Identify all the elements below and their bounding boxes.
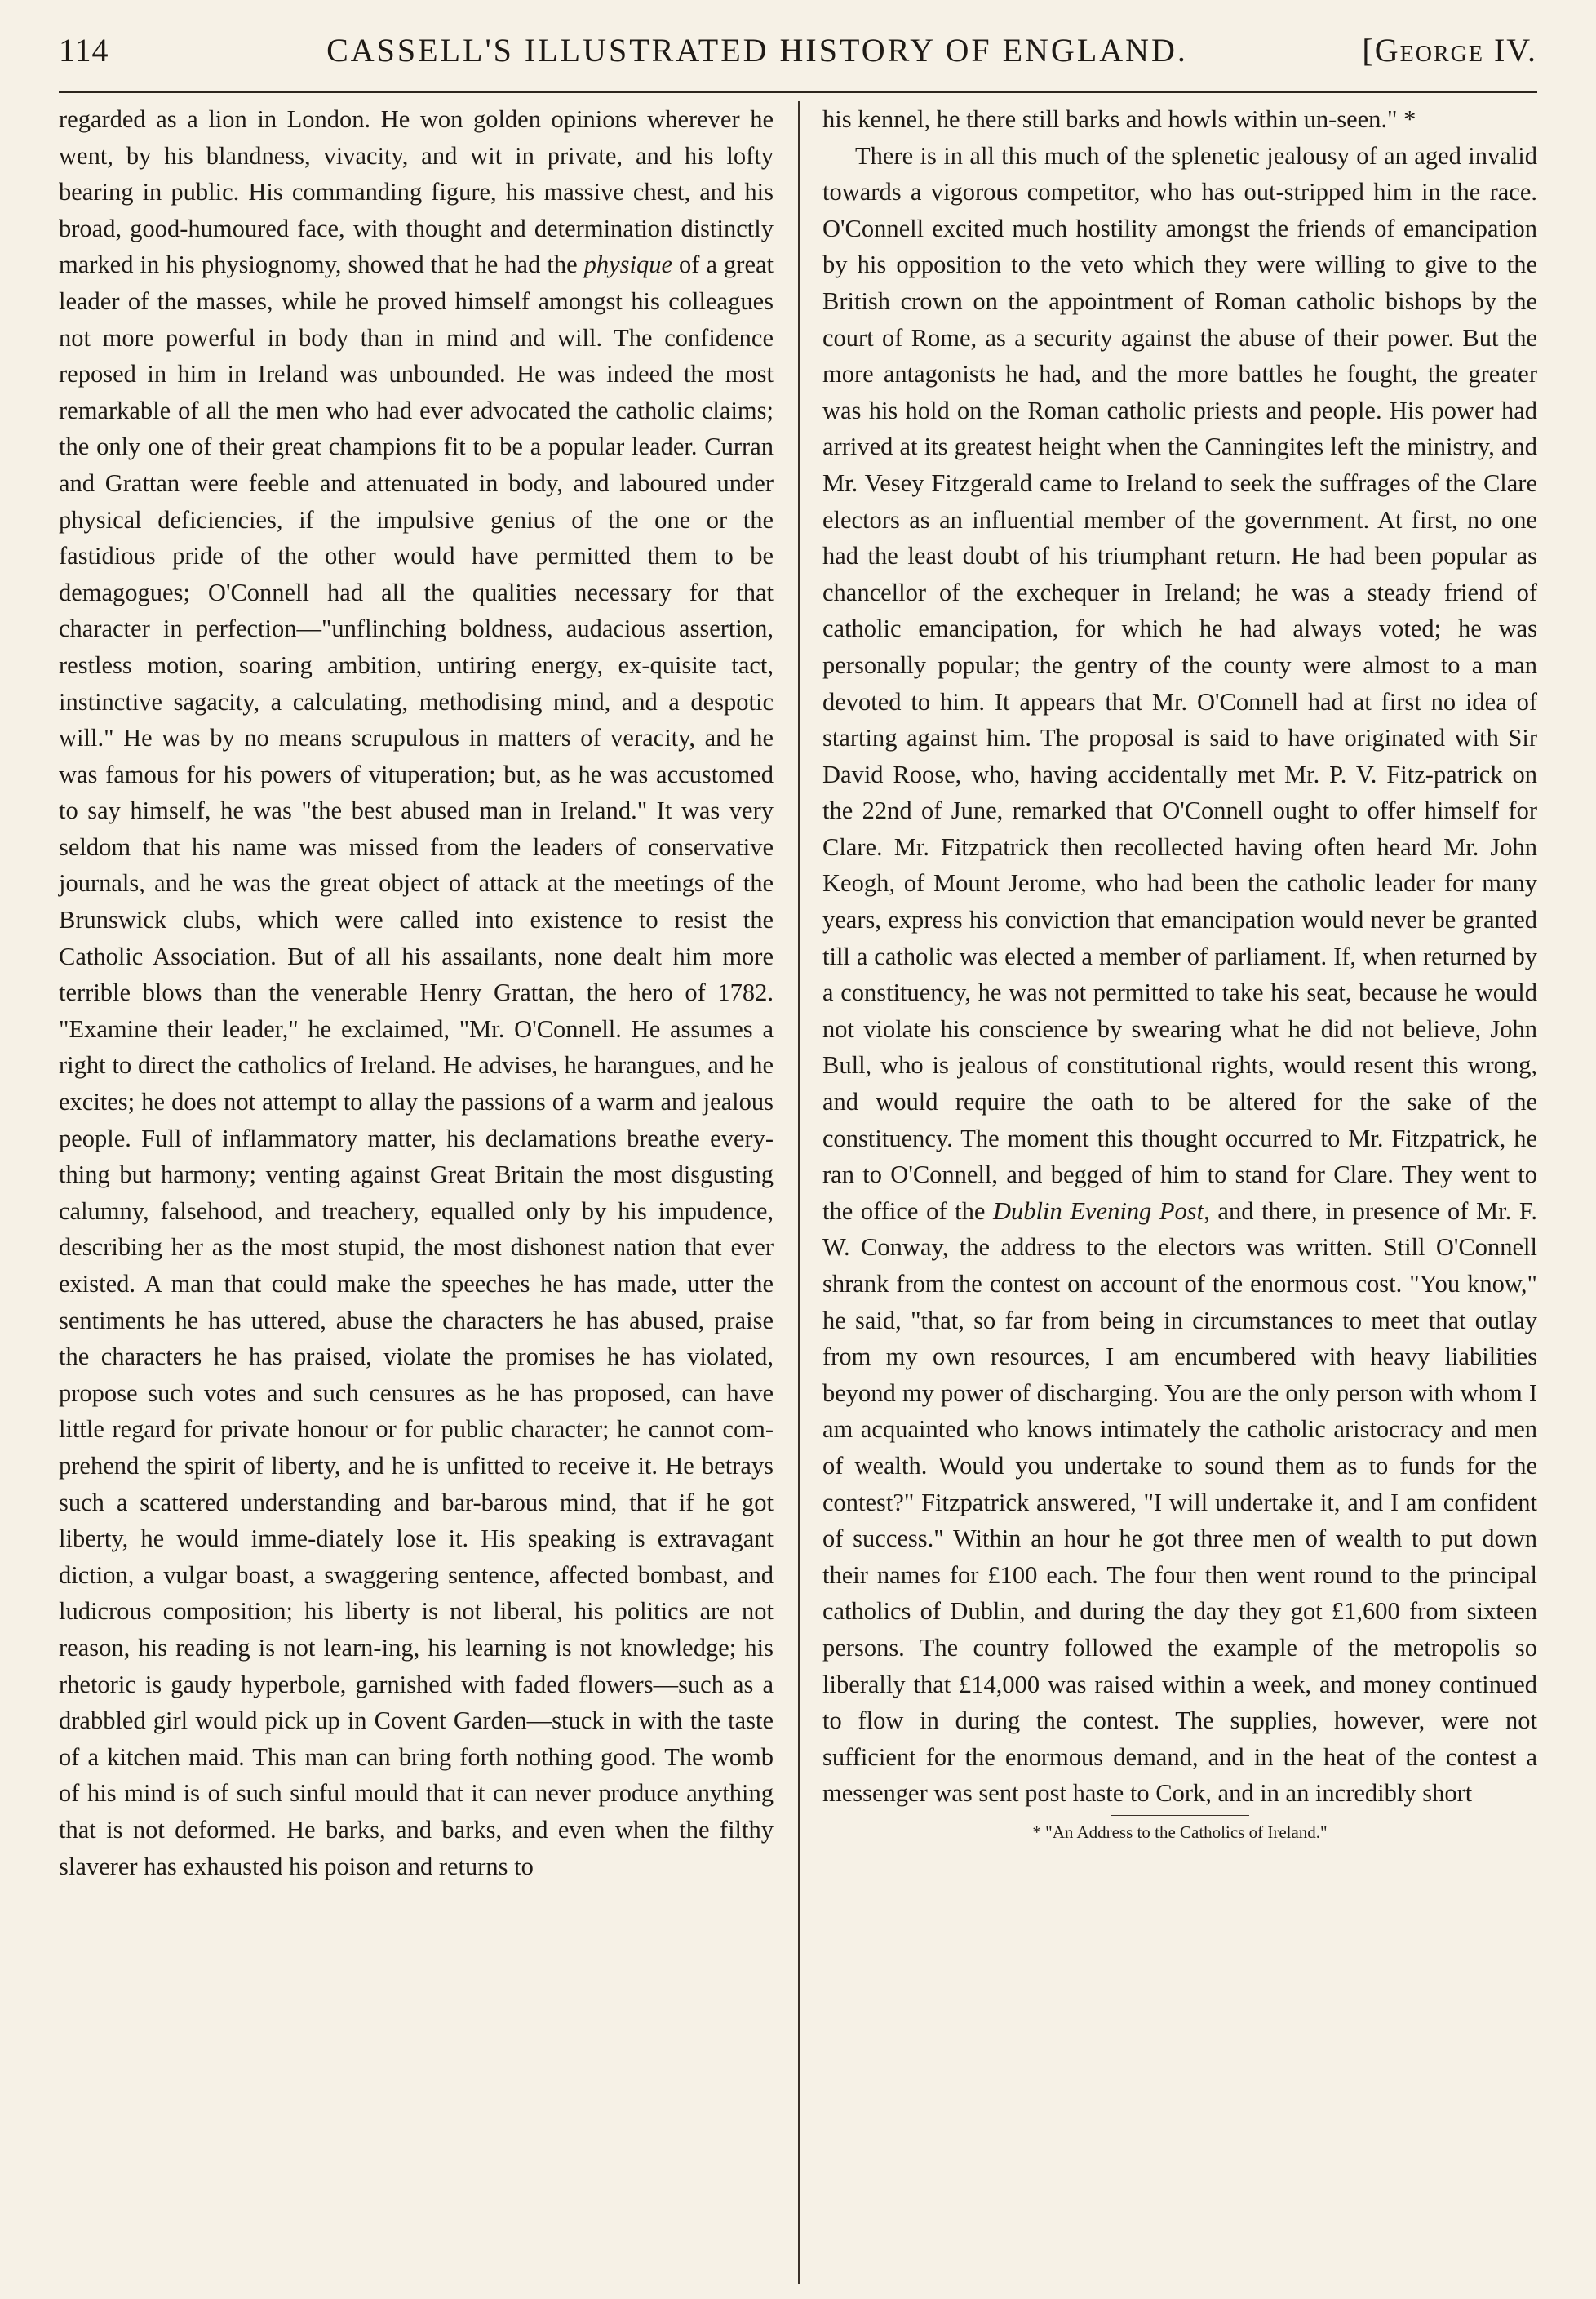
right-text-b: , and there, in presence of Mr. F. W. Conway, the address to the electors was written. Still O'Connell shrank from the contest on account of the enormous cost. "You know," he said, "that, so far from being in circumstances to meet that outlay from my own resources, I am encumbered with heavy liabilities beyond my power of discharging. You are the only person with whom I am acquainted who knows intimately the catholic aristocracy and men of wealth. Would you undertake to sound them as to funds for the contest?" Fitzpatrick answered, "I will undertake it, and I am confident of success." Within an hour he got three men of wealth to put down their names for £100 each. The four then went round to the principal catholics of Dublin, and during the day they got £1,600 from sixteen persons. The country followed the example of the metropolis so liberally that £14,000 was raised within a week, and money continued to flow in during the contest. The supplies, however, were not sufficient for the enormous demand, and in the heat of the contest a messenger was sent post haste to Cork, and in an incredibly short	[822, 1196, 1537, 1808]
book-title: CASSELL'S ILLUSTRATED HISTORY OF ENGLAND.	[326, 32, 1188, 69]
footnote-rule	[1111, 1815, 1249, 1816]
left-text-a: regarded as a lion in London. He won golden opinions wherever he went, by his blandness, vivacity, and wit in private, and his lofty bearing in public. His commanding figure, his massive chest, and his broad, good-humoured face, with thought and determination distinctly marked in his physiognomy, showed that he had the	[59, 105, 774, 279]
left-paragraph-1	[59, 101, 774, 1884]
right-column	[822, 101, 1537, 1884]
right-paragraph-1: his kennel, he there still barks and howls within un-seen." *	[822, 105, 1416, 133]
footnote: * "An Address to the Catholics of Ireland."	[1032, 1822, 1328, 1842]
left-italic-physique: physique	[583, 251, 673, 279]
left-column	[59, 101, 774, 1884]
column-divider	[798, 101, 800, 2284]
reign-label: [George IV.	[1362, 32, 1537, 69]
page-number: 114	[59, 32, 109, 69]
left-text-b: of a great leader of the masses, while he proved himself amongst his colleagues not more powerful in body than in mind and will. The confidence reposed in him in Ireland was unbounded. He was indeed the most remarkable of all the men who had ever advocated the catholic claims; the only one of their great champions fit to be a popular leader. Curran and Grattan were feeble and attenuated in body, and laboured under physical deficiencies, if the impulsive genius of the one or the fastidious pride of the other would have permitted them to be demagogues; O'Connell had all the qualities necessary for that character in perfection—"unflinching boldness, audacious assertion, restless motion, soaring ambition, untiring energy, ex-quisite tact, instinctive sagacity, a calculating, methodising mind, and a despotic will." He was by no means scrupulous in matters of veracity, and he was famous for his powers of vituperation; but, as he was accustomed to say himself, he was "the best abused man in Ireland." It was very seldom that his name was missed from the leaders of conservative journals, and he was the great object of attack at the meetings of the Brunswick clubs, which were called into existence to resist the Catholic Association. But of all his assailants, none dealt him more terrible blows than the venerable Henry Grattan, the hero of 1782. "Examine their leader," he exclaimed, "Mr. O'Connell. He assumes a right to direct the catholics of Ireland. He advises, he harangues, and he excites; he does not attempt to allay the passions of a warm and jealous people. Full of inflammatory matter, his declamations breathe every-thing but harmony; venting against Great Britain the most disgusting calumny, falsehood, and treachery, equalled only by his impudence, describing her as the most stupid, the most dishonest nation that ever existed. A man that could make the speeches he has made, utter the sentiments he has uttered, abuse the characters he has abused, praise the characters he has praised, violate the promises he has violated, propose such votes and such censures as he has proposed, can have little regard for private honour or for public character; he cannot com-prehend the spirit of liberty, and he is unfitted to receive it. He betrays such a scattered understanding and bar-barous mind, that if he got liberty, he would imme-diately lose it. His speaking is extravagant diction, a vulgar boast, a swaggering sentence, affected bombast, and ludicrous composition; his liberty is not liberal, his politics are not reason, his reading is not learn-ing, his learning is not knowledge; his rhetoric is gaudy hyperbole, garnished with faded flowers—such as a drabbled girl would pick up in Covent Garden—stuck in with the taste of a kitchen maid. This man can bring forth nothing good. The womb of his mind is of such sinful mould that it can never produce anything that is not deformed. He barks, and barks, and even when the filthy slaverer has exhausted his poison and returns to	[59, 251, 774, 1880]
two-column-body	[59, 101, 1537, 1884]
right-text-a: There is in all this much of the splenetic jealousy of an aged invalid towards a vigorous competitor, who has out-stripped him in the race. O'Connell excited much hostility amongst the friends of emancipation by his opposition to the veto which they were willing to give to the British crown on the appointment of Roman catholic bishops by the court of Rome, as a security against the abuse of their power. But the more antagonists he had, and the more battles he fought, the greater was his hold on the Roman catholic priests and people. His power had arrived at its greatest height when the Canningites left the ministry, and Mr. Vesey Fitzgerald came to Ireland to seek the suffrages of the Clare electors as an influential member of the government. At first, no one had the least doubt of his triumphant return. He had been popular as chancellor of the exchequer in Ireland; he was a steady friend of catholic emancipation, for which he had always voted; he was personally popular; the gentry of the county were almost to a man devoted to him. It appears that Mr. O'Connell had at first no idea of starting against him. The proposal is said to have originated with Sir David Roose, who, having accidentally met Mr. P. V. Fitz-patrick on the 22nd of June, remarked that O'Connell ought to offer himself for Clare. Mr. Fitzpatrick then recollected having often heard Mr. John Keogh, of Mount Jerome, who had been the catholic leader for many years, express his conviction that emancipation would never be granted till a catholic was elected a member of parliament. If, when returned by a constituency, he was not permitted to take his seat, because he would not violate his conscience by swearing what he did not believe, John Bull, who is jealous of constitutional rights, would resent this wrong, and would require the oath to be altered for the sake of the constituency. The moment this thought occurred to Mr. Fitzpatrick, he ran to O'Connell, and begged of him to stand for Clare. They went to the office of the	[822, 141, 1537, 1225]
right-italic-dublin-evening-post: Dublin Evening Post	[993, 1196, 1204, 1225]
right-paragraph-2	[822, 138, 1537, 1812]
header-rule	[59, 91, 1537, 93]
running-header	[59, 28, 1537, 77]
